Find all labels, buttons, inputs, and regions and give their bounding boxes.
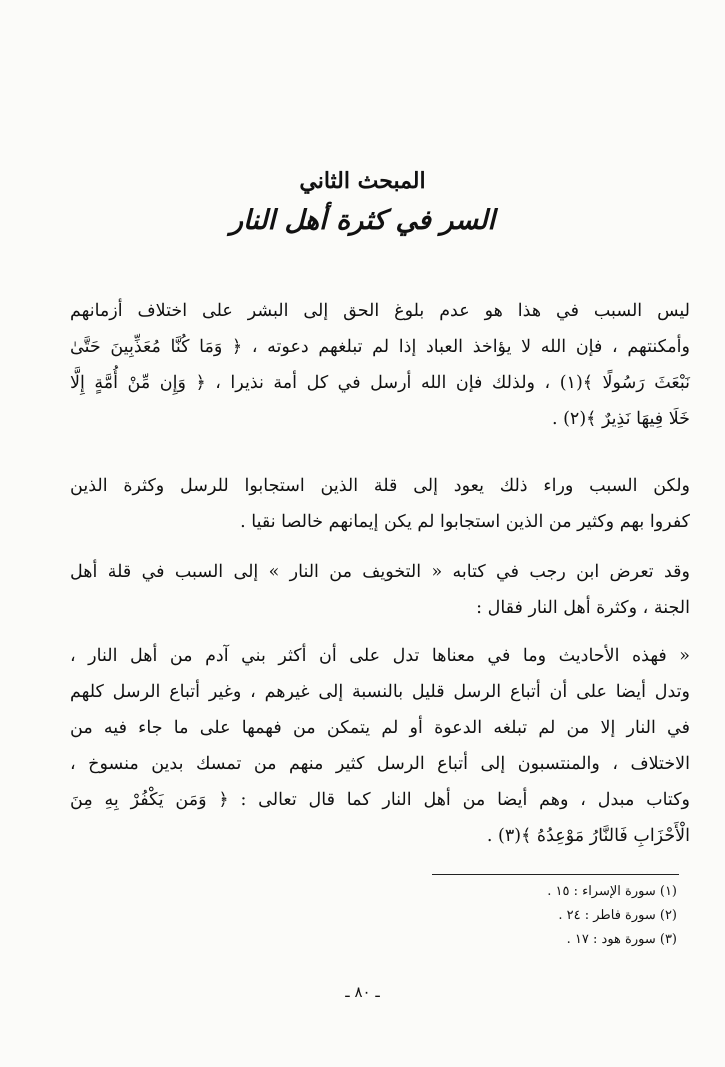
paragraph-3 [70, 554, 690, 626]
page-number: ـ ٨٠ ـ [345, 983, 380, 1001]
footnote-2: (٢) سورة فاطر : ٢٤ . [558, 908, 677, 923]
text-line: وأمكنتهم ، فإن الله لا يؤاخذ العباد إذا لم تبلغهم دعوته ، ﴿ وَمَا كُنَّا مُعَذِّبِينَ حَتَّىٰ [70, 337, 690, 357]
text-line: ولكن السبب وراء ذلك يعود إلى قلة الذين استجابوا للرسل وكثرة الذين [70, 476, 690, 496]
paragraph-2 [70, 468, 690, 540]
footnote-divider [432, 874, 679, 875]
paragraph-4-quote [70, 638, 690, 854]
text-line: وتدل أيضا على أن أتباع الرسل قليل بالنسبة إلى غيرهم ، وغير أتباع الرسل كلهم [70, 682, 690, 702]
text-line: ليس السبب في هذا هو عدم بلوغ الحق إلى البشر على اختلاف أزمانهم [70, 301, 690, 321]
footnote-1: (١) سورة الإسراء : ١٥ . [547, 884, 677, 899]
section-title: السر في كثرة أهل النار [229, 205, 496, 236]
text-line: وقد تعرض ابن رجب في كتابه « التخويف من النار » إلى السبب في قلة أهل [70, 562, 690, 582]
footnote-3: (٣) سورة هود : ١٧ . [566, 932, 677, 947]
text-line: الاختلاف ، والمنتسبون إلى أتباع الرسل كثير منهم من تمسك بدين منسوخ ، [70, 754, 690, 774]
text-line: وكتاب مبدل ، وهم أيضا من أهل النار كما قال تعالى : ﴿ وَمَن يَكْفُرْ بِهِ مِنَ [70, 790, 690, 810]
text-line: خَلَا فِيهَا نَذِيرٌ ﴾(٢) . [551, 409, 690, 429]
text-line: الجنة ، وكثرة أهل النار فقال : [476, 598, 690, 618]
paragraph-1 [70, 293, 690, 437]
text-line: في النار إلا من لم تبلغه الدعوة أو لم يتمكن من فهمها على ما جاء فيه من [70, 718, 690, 738]
text-line: كفروا بهم وكثير من الذين استجابوا لم يكن إيمانهم خالصا نقيا . [240, 512, 690, 532]
text-line: الْأَحْزَابِ فَالنَّارُ مَوْعِدُهُ ﴾(٣) . [486, 826, 690, 846]
text-line: « فهذه الأحاديث وما في معناها تدل على أن أكثر بني آدم من أهل النار ، [70, 646, 690, 666]
section-subtitle: المبحث الثاني [299, 168, 426, 194]
text-line: نَبْعَثَ رَسُولًا ﴾(١) ، ولذلك فإن الله أرسل في كل أمة نذيرا ، ﴿ وَإِن مِّنْ أُمَّةٍ إِلَّا [70, 373, 691, 393]
